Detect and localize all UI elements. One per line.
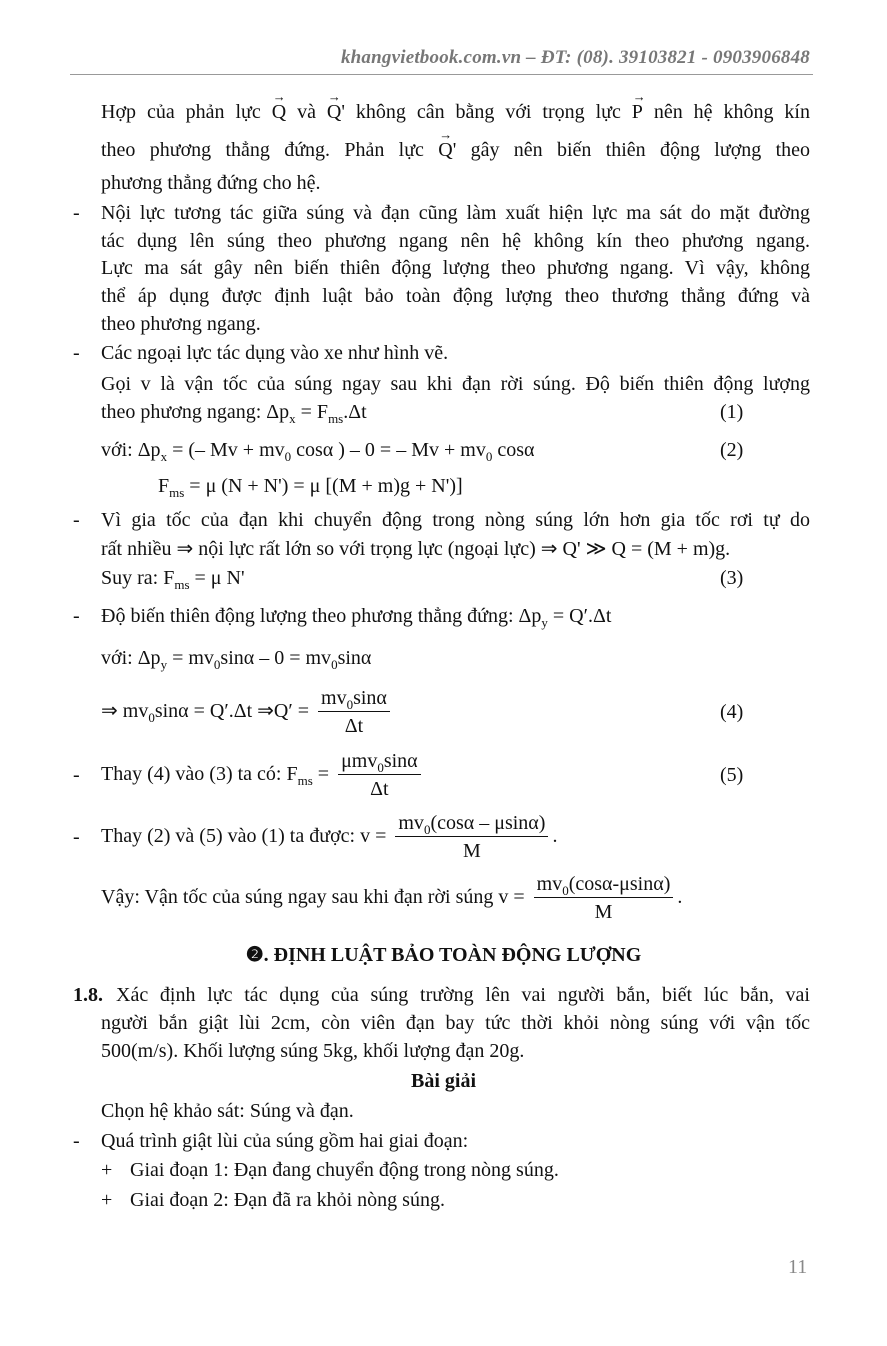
bullet-dash: - [73,764,80,786]
equation-3: Suy ra: $F_{ms} = \mu$ N' [101,567,245,592]
bullet-plus: + [101,1159,113,1181]
paragraph-line: tác dụng lên súng theo phương ngang nên hệ không kín theo phương ngang. [101,230,810,252]
fraction: $\frac{mv_0(\cos\alpha - \mu\sin\alpha)}{M}$ [395,810,548,865]
vector-q: → Q [272,100,286,124]
bullet-dash: - [73,202,80,224]
equation-number: (4) [720,701,744,723]
bullet-dash: - [73,509,80,531]
paragraph-line: thể áp dụng được định luật bảo toàn động lượng theo thương thẳng đứng và [101,285,810,307]
vector-p: → P [632,100,643,124]
paragraph-line: Giai đoạn 1: Đạn đang chuyển động trong nòng súng. [130,1159,559,1181]
problem-line: Xác định lực tác dụng của súng trường lên vai người bắn, biết lúc bắn, vai [116,984,810,1006]
bullet-dash: - [73,605,80,627]
equation-number: (1) [720,401,744,423]
equation-6: Thay (2) và (5) vào (1) ta được: v = $\frac{mv_0(\cos\alpha - \mu\sin\alpha)}{M}$ . [101,809,810,865]
paragraph-line: Hợp của phản lực → Q và → Q' không cân bằng với trọng lực → P nên hệ không kín [101,100,810,124]
page-header: khangvietbook.com.vn – ĐT: (08). 39103821 - 0903906848 [340,47,810,68]
problem-line: người bắn giật lùi 2cm, còn viên đạn bay tức thời khỏi nòng súng với vận tốc [101,1012,810,1034]
equation-number: (5) [720,764,744,786]
paragraph-line: Độ biến thiên động lượng theo phương thẳng đứng: $\Delta p_y = Q'.\Delta t$ [101,605,612,630]
equation-1: theo phương ngang: $\Delta p_x = F_{ms}.\Delta t$ [101,401,367,426]
section-heading: ❷. ĐỊNH LUẬT BẢO TOÀN ĐỘNG LƯỢNG [245,944,642,966]
paragraph-line: rất nhiều ⇒ nội lực rất lớn so với trọng lực (ngoại lực) ⇒ Q' ≫ Q = (M + m)g. [101,538,731,560]
paragraph-line: Nội lực tương tác giữa súng và đạn cũng làm xuất hiện lực ma sát do mặt đường [101,202,810,224]
equation-4: ⇒ $mv_0\sin\alpha = Q'.\Delta t$ ⇒Q′ = $\frac{mv_0\sin\alpha}{\Delta t}$ [101,684,810,740]
equation-number: (2) [720,439,744,461]
solution-title: Bài giải [410,1070,476,1092]
paragraph-line: Quá trình giật lùi của súng gồm hai giai đoạn: [101,1130,469,1152]
fraction: $\frac{mv_0\sin\alpha}{\Delta t}$ [318,685,390,740]
header-rule [70,74,813,75]
paragraph-line: theo phương thẳng đứng. Phản lực → Q' gây nên biến thiên động lượng theo [101,138,810,162]
equation-5: Thay (4) vào (3) ta có: $F_{ms}$ = μmv$_0$sinα Δt [101,747,810,803]
fraction: μmv$_0$sinα Δt [338,748,421,803]
paragraph-line: theo phương ngang. [101,313,261,335]
paragraph-line: Lực ma sát gây nên biến thiên động lượng theo phương ngang. Vì vậy, không [101,257,810,279]
problem-line: 500(m/s). Khối lượng súng 5kg, khối lượng đạn 20g. [101,1040,525,1062]
problem-number: 1.8. [73,984,103,1006]
paragraph-line: Giai đoạn 2: Đạn đã ra khỏi nòng súng. [130,1189,445,1211]
equation-result: Vậy: Vận tốc của súng ngay sau khi đạn rời súng v = $\frac{mv_0(\cos\alpha-\mu\sin\alpha)}{M}$ . [101,870,810,926]
fraction: $\frac{mv_0(\cos\alpha-\mu\sin\alpha)}{M}$ [534,871,674,926]
paragraph-line: Vì gia tốc của đạn khi chuyển động trong nòng súng lớn hơn gia tốc rơi tự do [101,509,810,531]
equation-number: (3) [720,567,744,589]
paragraph-line: Gọi v là vận tốc của súng ngay sau khi đạn rời súng. Độ biến thiên động lượng [101,373,810,395]
bullet-plus: + [101,1189,113,1211]
bullet-dash: - [73,826,80,848]
bullet-dash: - [73,1130,80,1152]
vector-q-prime: → Q [327,100,341,124]
equation-friction: $F_{ms} = \mu$ (N + N') = μ [(M + m)g + N')] [158,475,463,500]
bullet-dash: - [73,342,80,364]
equation-dpy: với: $\Delta p_y = mv_0\sin\alpha - 0 = mv_0\sin\alpha$ [101,647,372,672]
page-number: 11 [788,1256,808,1278]
vector-q-prime: → Q [438,138,452,162]
paragraph-line: Chọn hệ khảo sát: Súng và đạn. [101,1100,354,1122]
paragraph-line: phương thẳng đứng cho hệ. [101,172,321,194]
paragraph-line: Các ngoại lực tác dụng vào xe như hình vẽ. [101,342,449,364]
equation-2: với: $\Delta p_x$ = (– $Mv + mv_0$ cosα ) – 0 = – $Mv + mv_0$ cosα [101,439,535,464]
